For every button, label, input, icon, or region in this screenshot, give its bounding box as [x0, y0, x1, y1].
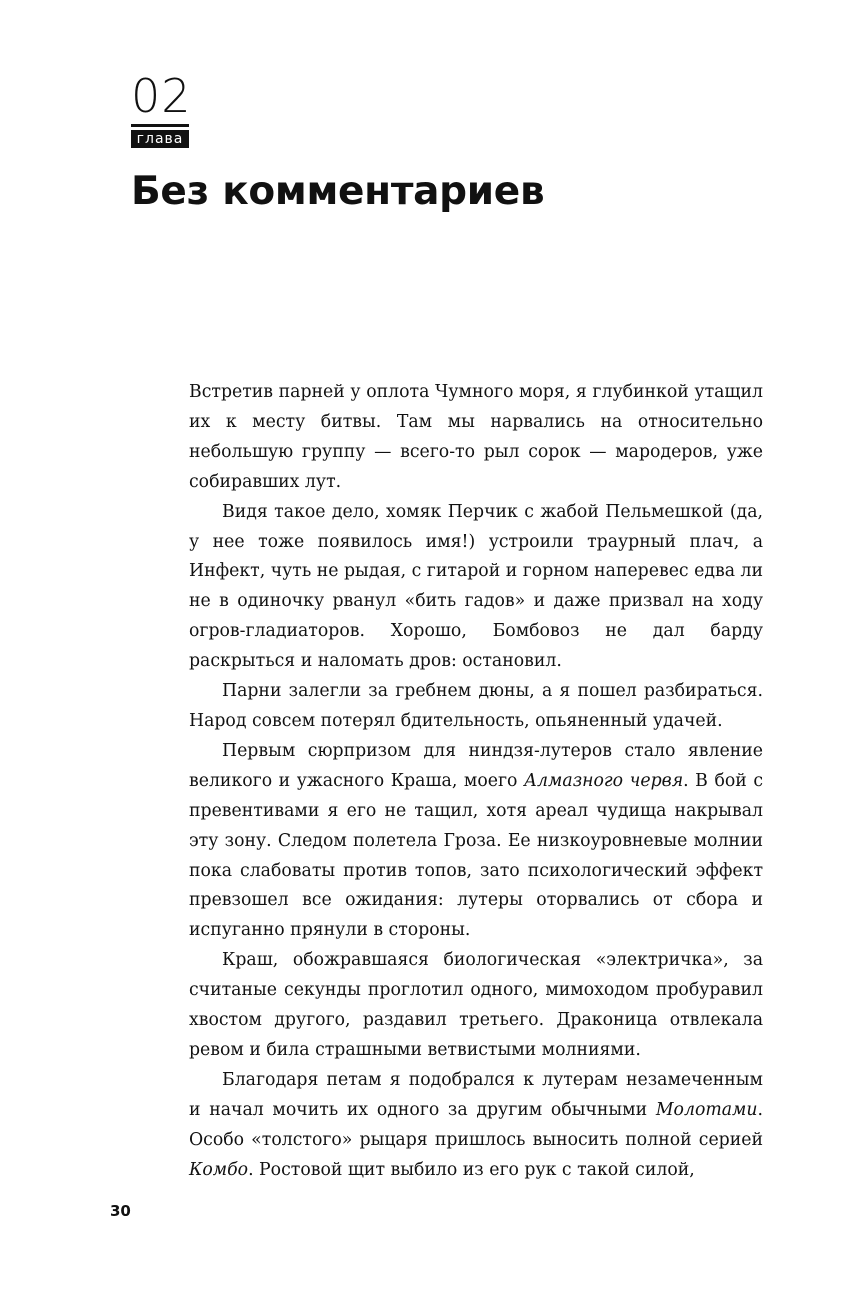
chapter-number: 02 [131, 69, 192, 123]
text-segment: Встретив парней у оплота Чумного моря, я глубинкой утащил их к месту битвы. Там мы нарвались на относительно небольшую группу — всего-то рыл сорок — мародеров, уже собиравших лут. [189, 382, 763, 492]
paragraph [189, 1066, 763, 1186]
text-segment: Парни залегли за гребнем дюны, а я пошел разбираться. Народ совсем потерял бдительность, опьяненный удачей. [189, 681, 763, 731]
paragraph [189, 737, 763, 946]
text-segment: Краш, обожравшаяся биологическая «электричка», за считаные секунды проглотил одного, мимоходом пробуравил хвостом другого, раздавил третьего. Драконица отвлекала ревом и била страшными ветвистыми молниями. [189, 950, 763, 1060]
text-segment: Первым сюрпризом для ниндзя-лутеров стало явление великого и ужасного Краша, моего [189, 740, 763, 791]
body-text [189, 378, 763, 1185]
text-segment: . В бой с превентивами я его не тащил, хотя ареал чудища накрывал эту зону. Следом полетела Гроза. Ее низкоуровневые молнии пока слабоваты против топов, зато психологический эффект превзошел все ожидания: лутеры оторвались от сбора и испуганно прянули в стороны. [189, 770, 763, 941]
text-segment: Благодаря петам я подобрался к лутерам незамеченным и начал мочить их одного за другим обычными [189, 1069, 763, 1120]
chapter-rule [131, 124, 189, 127]
paragraph [189, 498, 763, 677]
italic-term: Молотами [655, 1099, 758, 1120]
text-segment: . Ростовой щит выбило из его рук с такой силой, [248, 1159, 695, 1180]
page-number: 30 [110, 1202, 131, 1220]
text-segment: Видя такое дело, хомяк Перчик с жабой Пельмешкой (да, у нее тоже появилось имя!) устроили траурный плач, а Инфект, чуть не рыдая, с гитарой и горном наперевес едва ли не в одиночку рванул «бить гадов» и даже призвал на ходу огров-гладиаторов. Хорошо, Бомбовоз не дал барду раскрыться и наломать дров: остановил. [189, 501, 763, 672]
chapter-title: Без комментариев [131, 169, 545, 214]
italic-term: Алмазного червя [523, 770, 684, 791]
italic-term: Комбо [189, 1159, 249, 1180]
chapter-label: глава [131, 130, 189, 148]
paragraph [189, 677, 763, 737]
text-segment: . Особо «толстого» рыцаря пришлось выносить полной серией [189, 1099, 763, 1150]
paragraph [189, 378, 763, 498]
paragraph [189, 946, 763, 1066]
